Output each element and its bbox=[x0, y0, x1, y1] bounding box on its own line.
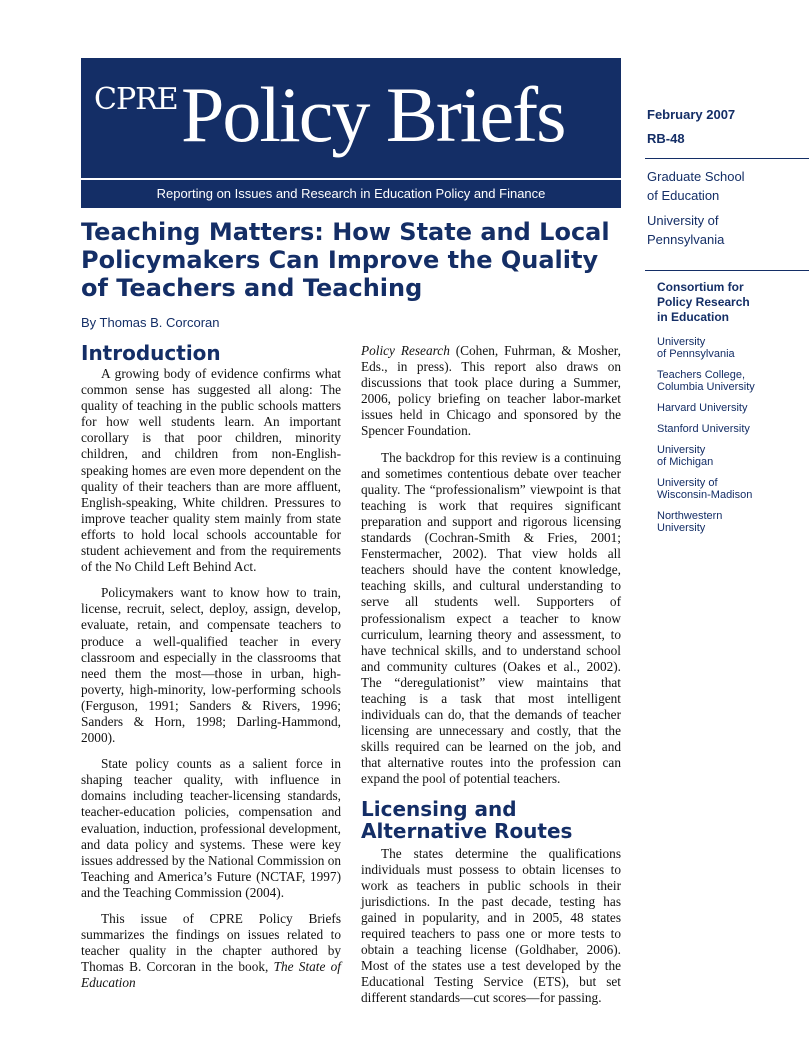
publication-title: Policy Briefs bbox=[181, 71, 565, 158]
list-item: University of Wisconsin-Madison bbox=[657, 477, 753, 501]
list-item: Northwestern University bbox=[657, 510, 723, 534]
list-item: University of Michigan bbox=[657, 444, 714, 468]
member-list bbox=[657, 336, 807, 543]
intro-heading: Introduction bbox=[81, 341, 221, 365]
sidebar-divider bbox=[645, 270, 809, 271]
report-id: RB-48 bbox=[647, 131, 685, 146]
book-title-continued: Policy Research bbox=[361, 343, 450, 358]
cpre-logo: CPRE bbox=[94, 82, 178, 117]
intro-paragraph-4-continued bbox=[361, 343, 621, 440]
masthead bbox=[81, 58, 621, 178]
article-title: Teaching Matters: How State and Local Policymakers Can Improve the Quality of Teachers and Teaching bbox=[81, 218, 610, 302]
masthead-subtitle: Reporting on Issues and Research in Education Policy and Finance bbox=[81, 180, 621, 208]
sidebar-divider bbox=[645, 158, 809, 159]
university-name: University of Pennsylvania bbox=[647, 213, 725, 247]
intro-paragraph-2: Policymakers want to know how to train, license, recruit, select, deploy, assign, develop, evaluate, retain, and compensate teachers to produce a well-qualified teacher in every classroom and especially in the classrooms that need them the most—those in urban, high-poverty, high-minority, low-performing schools (Ferguson, 1991; Sanders & Rivers, 1996; Sanders & Horn, 1998; Darling-Hammond, 2000). bbox=[81, 585, 341, 746]
list-item: University of Pennsylvania bbox=[657, 336, 735, 360]
intro-paragraph-4-text: This issue of CPRE Policy Briefs summarizes the findings on issues related to teacher quality in the chapter authored by Thomas B. Corcoran in the book, bbox=[81, 911, 341, 975]
intro-paragraph-3: State policy counts as a salient force in shaping teacher quality, with influence in domains including teacher-licensing standards, teacher-education policies, compensation and evaluation, induction, professional development, and data policy and systems. These were key issues addressed by the National Commission on Teaching and America’s Future (NCTAF, 1997) and the Teaching Commission (2004). bbox=[81, 756, 342, 900]
column-2 bbox=[361, 343, 621, 1016]
issue-date: February 2007 bbox=[647, 107, 736, 122]
column-1 bbox=[81, 342, 341, 991]
byline: By Thomas B. Corcoran bbox=[81, 315, 220, 330]
list-item: Teachers College, Columbia University bbox=[657, 369, 755, 393]
list-item: Stanford University bbox=[657, 423, 750, 435]
intro-paragraph-4 bbox=[81, 911, 341, 991]
school-name: Graduate School of Education bbox=[647, 169, 745, 203]
licensing-heading: Licensing and Alternative Routes bbox=[361, 796, 573, 843]
consortium-name: Consortium for Policy Research in Education bbox=[657, 280, 750, 324]
intro-paragraph-5: The backdrop for this review is a continuing and sometimes contentious debate over teacher quality. The “professionalism” viewpoint is that teaching is work that requires significant preparation and support and rigorous licensing standards (Cochran-Smith & Fries, 2001; Fenstermacher, 2002). That view holds all teachers should have the content knowledge, teaching skills, and cultural understanding to serve all students well. Supporters of professionalism expect a teacher to know curriculum, learning theory and assessment, to have technical skills, and to understand school and community cultures (Oakes et al., 2002). The “deregulationist” view maintains that teaching is a task that most intelligent individuals can do, that the demands of teacher licensing are unnecessary and costly, that the skills required can be learned on the job, and that alternative routes into the profession can expand the pool of potential teachers. bbox=[361, 449, 621, 787]
intro-paragraph-4-rest: (Cohen, Fuhrman, & Mosher, Eds., in press). This report also draws on discussions that took place during a Summer, 2006, policy briefing on teacher labor-market issues held in Chicago and sponsored by the Spencer Foundation. bbox=[361, 343, 621, 439]
licensing-paragraph-1: The states determine the qualifications individuals must possess to obtain licenses to work as teachers in public schools in their jurisdictions. In the past decade, testing has gained in popularity, and in 2005, 48 states required teachers to pass one or more tests to obtain a teaching license (Goldhaber, 2006). Most of the states use a test developed by the Educational Testing Service (ETS), but set different standards—cut scores—for passing. bbox=[361, 845, 621, 1006]
intro-paragraph-1: A growing body of evidence confirms what common sense has suggested all along: The quality of teaching in the public schools matters for how well students learn. An important corollary is that poor children, minority children, and children from non-English-speaking homes are even more dependent on the quality of their teachers than are more affluent, English-speaking, White children. Pressures to improve teacher quality stem mainly from state efforts to hold local schools accountable for student achievement and from the requirements of the No Child Left Behind Act. bbox=[81, 366, 341, 575]
book-title: The State of Education bbox=[81, 959, 341, 991]
list-item: Harvard University bbox=[657, 402, 748, 414]
